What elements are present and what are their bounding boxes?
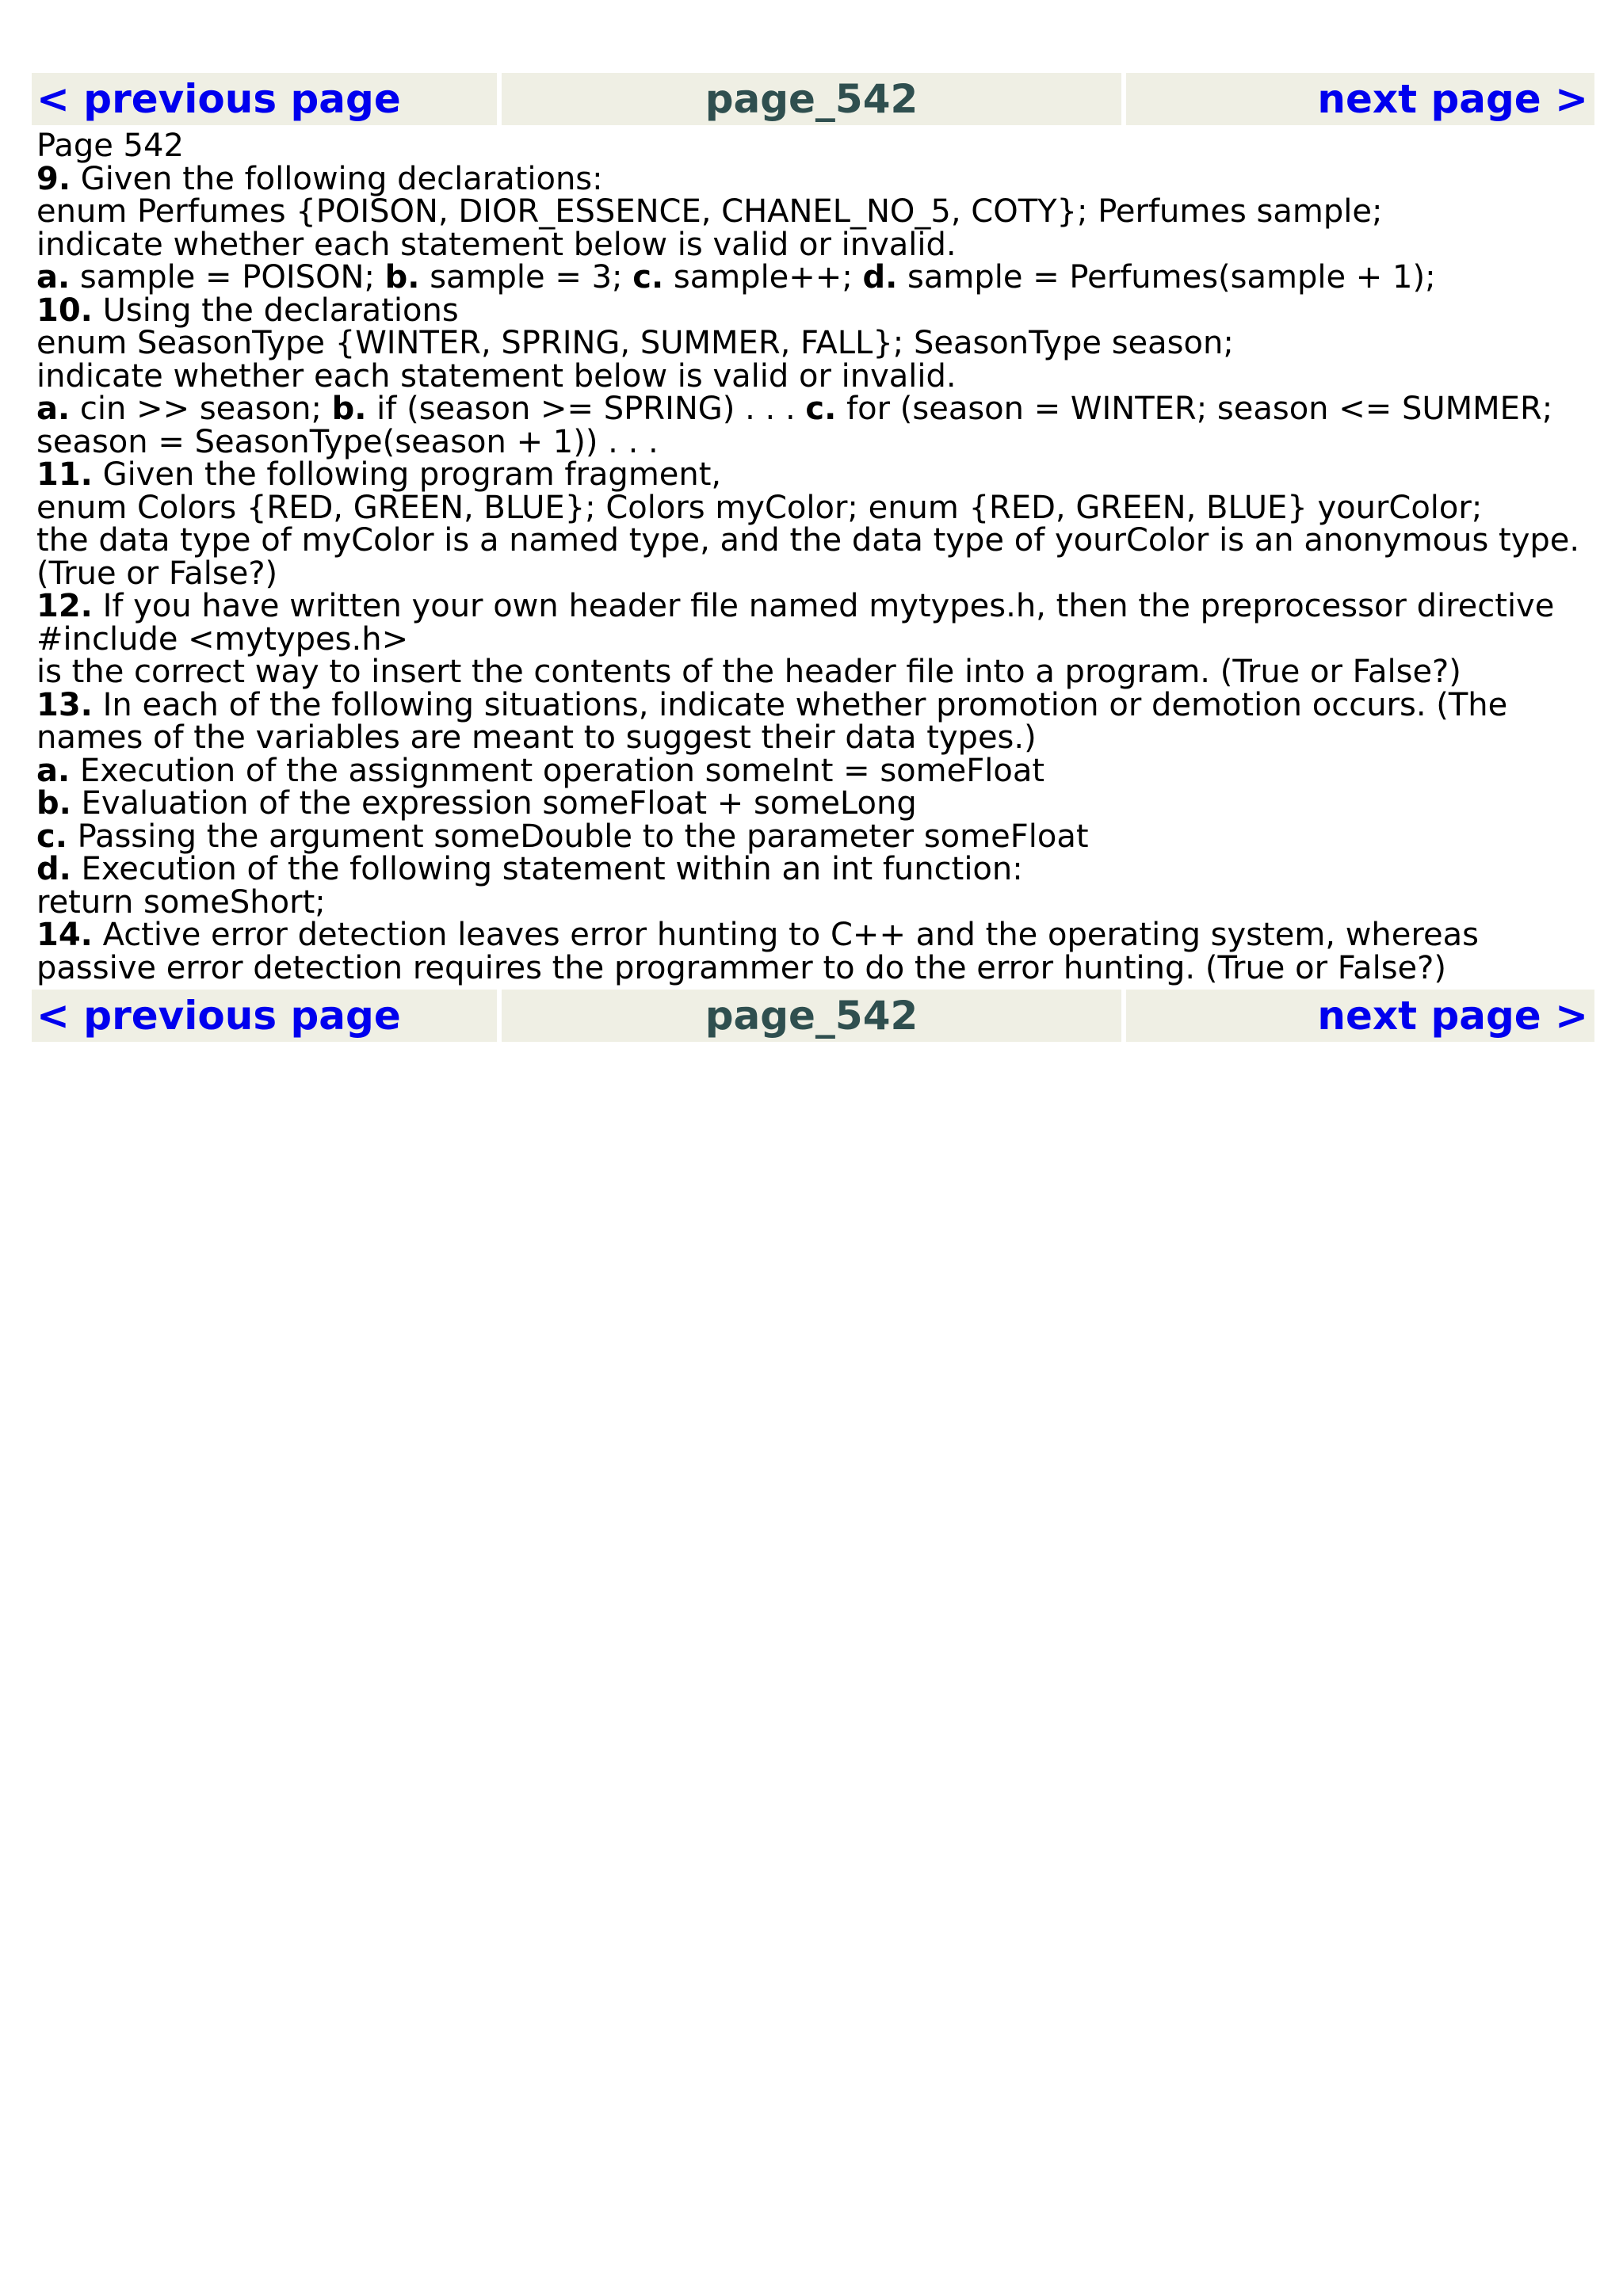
question-10-options xyxy=(36,393,1590,459)
option-text: sample = Perfumes(sample + 1); xyxy=(897,259,1436,296)
question-14-text: Active error detection leaves error hunting to C++ and the operating system, whereas passive error detection requires the programmer to do the error hunting. (True or False?) xyxy=(36,917,1479,986)
question-11-number: 11. xyxy=(36,456,93,493)
bottom-page-label: page_542 xyxy=(705,993,918,1039)
question-12-intro xyxy=(36,590,1590,624)
question-13-item-a xyxy=(36,752,1590,789)
option-label: a. xyxy=(36,259,71,296)
question-12-directive: #include <mytypes.h> xyxy=(36,620,409,658)
bottom-previous-page-link[interactable]: < previous page xyxy=(36,993,401,1039)
question-9-instruction: indicate whether each statement below is valid or invalid. xyxy=(36,226,957,263)
option-label: c. xyxy=(36,818,67,855)
question-9-intro xyxy=(36,160,1590,197)
option-label: c. xyxy=(805,391,837,427)
option-text: Evaluation of the expression someFloat + someLong xyxy=(71,785,917,822)
option-text: sample = 3; xyxy=(419,259,633,296)
option-label: c. xyxy=(632,259,664,296)
bottom-navigation-bar xyxy=(32,990,1594,1042)
option-label: b. xyxy=(384,259,420,296)
question-13-intro xyxy=(36,686,1590,756)
top-navigation-bar xyxy=(32,73,1594,125)
question-10-intro xyxy=(36,292,1590,329)
top-page-label: page_542 xyxy=(705,76,918,122)
question-11-declaration: enum Colors {RED, GREEN, BLUE}; Colors myColor; enum {RED, GREEN, BLUE} yourColor; xyxy=(36,489,1483,526)
option-text: sample = POISON; xyxy=(70,259,385,296)
option-text: if (season >= SPRING) . . . xyxy=(366,391,806,427)
question-9-options xyxy=(36,261,1590,295)
question-12-text: is the correct way to insert the contents of the header file into a program. (True or False?) xyxy=(36,654,1461,690)
question-10-intro-text: Using the declarations xyxy=(92,292,459,329)
question-11-intro xyxy=(36,456,1590,493)
question-13-intro-text: In each of the following situations, indicate whether promotion or demotion occurs. (The names of the variables are meant to suggest their data types.) xyxy=(36,686,1508,756)
question-10-declaration: enum SeasonType {WINTER, SPRING, SUMMER, FALL}; SeasonType season; xyxy=(36,325,1234,361)
question-10-number: 10. xyxy=(36,292,93,329)
option-label: a. xyxy=(36,391,71,427)
option-label: b. xyxy=(331,391,367,427)
question-11-text: the data type of myColor is a named type, and the data type of yourColor is an anonymous type. (True or False?) xyxy=(36,522,1580,592)
option-text: cin >> season; xyxy=(70,391,332,427)
question-14-number: 14. xyxy=(36,917,93,953)
bottom-prev-cell xyxy=(32,990,497,1042)
bottom-page-label-cell xyxy=(502,990,1121,1042)
top-page-label-cell xyxy=(502,73,1121,125)
question-12-number: 12. xyxy=(36,588,93,624)
question-11-intro-text: Given the following program fragment, xyxy=(92,456,722,493)
question-13-number: 13. xyxy=(36,686,93,723)
option-label: d. xyxy=(862,259,898,296)
page xyxy=(32,73,1594,1042)
question-9-intro-text: Given the following declarations: xyxy=(71,160,603,197)
top-previous-page-link[interactable]: < previous page xyxy=(36,76,401,122)
option-text: Execution of the assignment operation someInt = someFloat xyxy=(70,752,1045,789)
option-label: a. xyxy=(36,752,71,789)
question-13-item-d-code: return someShort; xyxy=(36,883,326,921)
question-13-item-c xyxy=(36,818,1590,855)
option-label: b. xyxy=(36,785,71,822)
bottom-next-page-link[interactable]: next page > xyxy=(1317,993,1588,1039)
top-next-cell xyxy=(1126,73,1594,125)
page-content xyxy=(32,125,1594,985)
option-label: d. xyxy=(36,851,71,887)
page-number: Page 542 xyxy=(36,128,184,164)
option-text: Passing the argument someDouble to the parameter someFloat xyxy=(67,818,1089,855)
option-text: sample++; xyxy=(663,259,863,296)
question-13-item-b xyxy=(36,785,1590,822)
top-prev-cell xyxy=(32,73,497,125)
question-10-instruction: indicate whether each statement below is valid or invalid. xyxy=(36,357,957,395)
question-9-number: 9. xyxy=(36,160,71,197)
question-14 xyxy=(36,919,1590,985)
question-13-item-d xyxy=(36,853,1590,887)
option-text: for (season = WINTER; season <= SUMMER; season = SeasonType(season + 1)) . . . xyxy=(36,391,1553,460)
top-next-page-link[interactable]: next page > xyxy=(1317,76,1588,122)
option-text: Execution of the following statement within an int function: xyxy=(71,851,1023,887)
question-12-intro-text: If you have written your own header file named mytypes.h, then the preprocessor directive xyxy=(92,588,1555,624)
bottom-next-cell xyxy=(1126,990,1594,1042)
question-9-declaration: enum Perfumes {POISON, DIOR_ESSENCE, CHANEL_NO_5, COTY}; Perfumes sample; xyxy=(36,193,1383,230)
